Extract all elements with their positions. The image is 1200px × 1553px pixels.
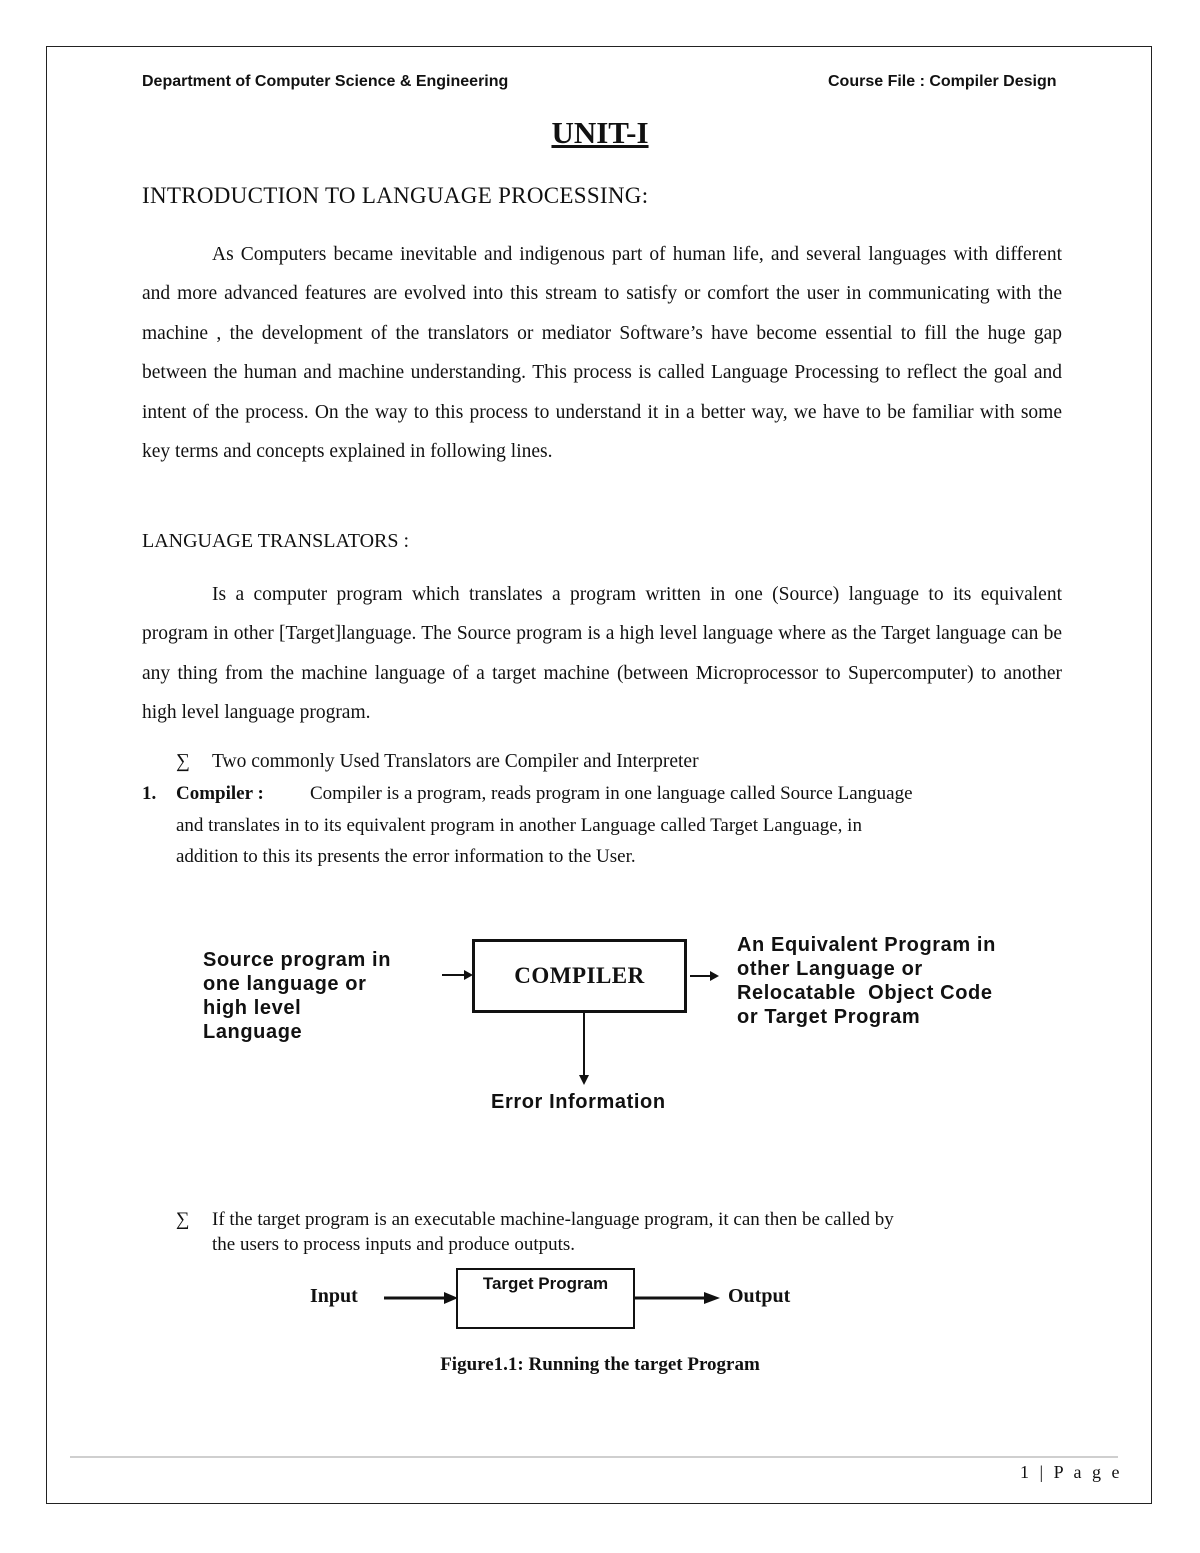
item-line-3: addition to this its presents the error information to the User.: [176, 846, 636, 867]
output-line: An Equivalent Program in: [737, 934, 996, 956]
item-number: 1.: [142, 783, 157, 804]
compiler-box-label: COMPILER: [514, 963, 645, 988]
input-line: Language: [203, 1021, 303, 1043]
output-line: or Target Program: [737, 1006, 921, 1028]
target-program-label: Target Program: [482, 1274, 609, 1293]
input-line: Source program in: [203, 949, 392, 971]
item-line-2: and translates in to its equivalent program in another Language called Target Language, in: [176, 815, 862, 836]
intro-paragraph: As Computers became inevitable and indigenous part of human life, and several languages with different and more advanced features are evolved into this stream to satisfy or comfort the user in communicating with the machine , the development of the translators or mediator Software’s have become essential to fill the huge gap between the human and machine understanding. This process is called Language Processing to reflect the goal and intent of the process. On the way to this process to understand it in a better way, we have to be familiar with some key terms and concepts explained in following lines.: [142, 244, 1062, 463]
page-number: 1: [1020, 1462, 1032, 1482]
bullet-text: Two commonly Used Translators are Compiler and Interpreter: [212, 751, 699, 772]
diagram-input-label: [203, 948, 391, 1044]
sigma-bullet-icon: ∑: [176, 751, 190, 772]
arrow-output-icon: [634, 1288, 722, 1308]
arrow-into-compiler-icon: [440, 960, 474, 990]
arrow-to-error-icon: [574, 1013, 594, 1087]
item-line-1: Compiler is a program, reads program in one language called Source Language: [310, 783, 913, 804]
bullet-target-sigma-icon: ∑: [176, 1209, 190, 1230]
item-term: Compiler :: [176, 783, 264, 804]
footer-separator: |: [1039, 1462, 1047, 1482]
output-line: other Language or: [737, 958, 923, 980]
arrow-out-of-compiler-icon: [688, 964, 720, 988]
footer-divider: [70, 1456, 1118, 1458]
bullet-target-line-2: the users to process inputs and produce outputs.: [212, 1234, 576, 1255]
diagram-output-label: [737, 933, 996, 1029]
unit-title: UNIT-I: [551, 115, 649, 150]
run-input-label: Input: [310, 1285, 358, 1307]
header-course: Course File : Compiler Design: [828, 73, 1057, 90]
page-word: P a g e: [1053, 1462, 1123, 1482]
figure-caption: Figure1.1: Running the target Program: [440, 1354, 760, 1375]
translators-paragraph: Is a computer program which translates a program written in one (Source) language to its equivalent program in other [Target]language. The Source program is a high level language where as the Target language can be any thing from the machine language of a target machine (between Microprocessor to Supercomputer) to another high level language program.: [142, 584, 1062, 724]
section-heading-intro: INTRODUCTION TO LANGUAGE PROCESSING:: [142, 183, 649, 208]
bullet-target-line-1: If the target program is an executable machine-language program, it can then be called by: [212, 1209, 894, 1230]
target-program-box: [456, 1268, 635, 1329]
header-department: Department of Computer Science & Engineering: [142, 73, 509, 90]
arrow-input-icon: [382, 1288, 460, 1308]
input-line: high level: [203, 997, 302, 1019]
section-heading-translators: LANGUAGE TRANSLATORS :: [142, 530, 410, 552]
bullet-translators: [176, 750, 699, 774]
compiler-box: [472, 939, 687, 1013]
page-footer: [1020, 1462, 1122, 1483]
input-line: one language or: [203, 973, 367, 995]
output-line: Relocatable Object Code: [737, 982, 993, 1004]
error-information-label: Error Information: [491, 1091, 666, 1113]
run-output-label: Output: [728, 1285, 791, 1307]
